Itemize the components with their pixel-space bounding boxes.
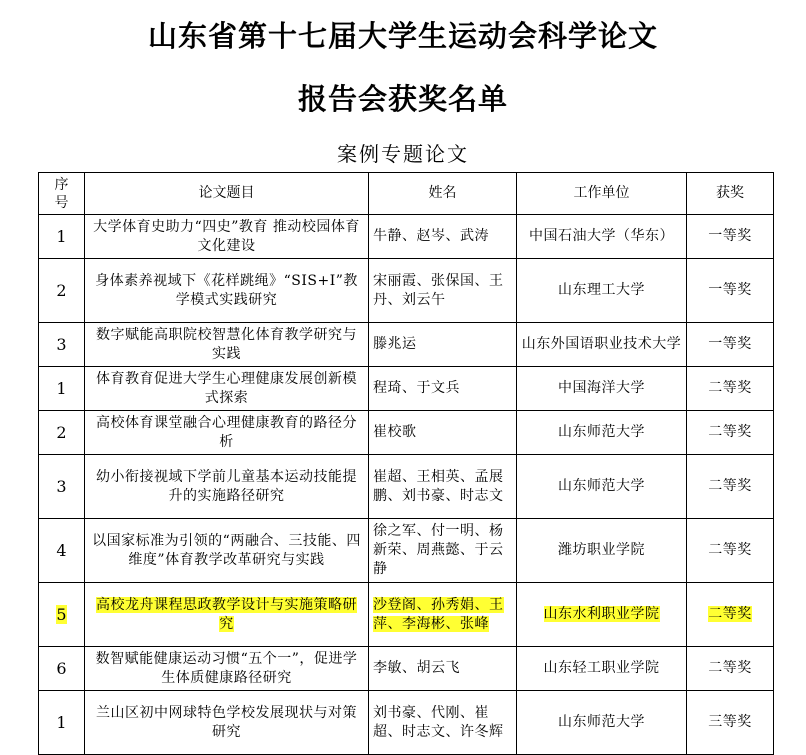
cell-seq-text: 4 — [56, 541, 67, 560]
cell-award — [687, 323, 774, 367]
cell-seq-text: 5 — [56, 605, 67, 624]
cell-award-text: 一等奖 — [708, 282, 752, 298]
cell-seq — [39, 519, 85, 583]
cell-unit — [517, 323, 687, 367]
cell-title — [85, 323, 369, 367]
cell-names — [369, 259, 517, 323]
cell-names — [369, 647, 517, 691]
cell-unit — [517, 647, 687, 691]
cell-names-text: 李敏、胡云飞 — [373, 660, 460, 676]
table-row — [39, 583, 774, 647]
table-row — [39, 691, 774, 755]
cell-unit-text: 山东水利职业学院 — [543, 606, 660, 622]
section-subtitle: 案例专题论文 — [337, 142, 469, 166]
cell-award — [687, 519, 774, 583]
table-row — [39, 647, 774, 691]
cell-seq-text: 1 — [56, 227, 67, 246]
cell-award — [687, 411, 774, 455]
cell-award-text: 二等奖 — [708, 660, 752, 676]
cell-seq — [39, 691, 85, 755]
cell-unit-text: 山东师范大学 — [558, 714, 645, 730]
cell-award-text: 一等奖 — [708, 336, 752, 352]
cell-seq — [39, 367, 85, 411]
cell-unit-text: 山东师范大学 — [558, 478, 645, 494]
cell-title-text: 数智赋能健康运动习惯“五个一”，促进学生体质健康路径研究 — [95, 650, 358, 686]
cell-title-text: 大学体育史助力“四史”教育 推动校园体育文化建设 — [93, 218, 360, 254]
cell-title-text: 以国家标准为引领的“两融合、三技能、四维度”体育教学改革研究与实践 — [92, 532, 361, 568]
cell-title — [85, 411, 369, 455]
cell-award-text: 二等奖 — [708, 606, 752, 622]
cell-seq-text: 1 — [56, 379, 67, 398]
cell-award — [687, 455, 774, 519]
cell-names — [369, 691, 517, 755]
cell-title-text: 高校体育课堂融合心理健康教育的路径分析 — [96, 414, 357, 450]
cell-award — [687, 215, 774, 259]
cell-seq — [39, 323, 85, 367]
cell-title — [85, 519, 369, 583]
award-table — [38, 172, 774, 755]
column-header-seq — [39, 173, 85, 215]
cell-seq — [39, 583, 85, 647]
cell-unit-text: 山东外国语职业技术大学 — [521, 336, 682, 352]
page-title-line2: 报告会获奖名单 — [297, 82, 508, 116]
cell-title — [85, 259, 369, 323]
cell-seq — [39, 215, 85, 259]
cell-names — [369, 323, 517, 367]
cell-names — [369, 367, 517, 411]
cell-seq-text: 6 — [56, 659, 67, 678]
cell-title-text: 兰山区初中网球特色学校发展现状与对策研究 — [96, 704, 357, 740]
column-header-title: 论文题目 — [85, 173, 369, 215]
cell-title-text: 幼小衔接视域下学前儿童基本运动技能提升的实施路径研究 — [96, 468, 357, 504]
cell-unit-text: 潍坊职业学院 — [558, 542, 645, 558]
cell-names-text: 宋丽霞、张保国、王丹、刘云午 — [373, 272, 504, 308]
cell-title — [85, 215, 369, 259]
cell-unit — [517, 367, 687, 411]
cell-unit-text: 山东理工大学 — [558, 282, 645, 298]
cell-names — [369, 519, 517, 583]
table-row — [39, 455, 774, 519]
cell-seq-text: 1 — [56, 713, 67, 732]
cell-unit-text: 中国石油大学（华东） — [529, 228, 674, 244]
column-header-award: 获奖 — [687, 173, 774, 215]
cell-award — [687, 691, 774, 755]
table-row — [39, 259, 774, 323]
cell-names — [369, 215, 517, 259]
table-row — [39, 323, 774, 367]
table-row — [39, 411, 774, 455]
cell-unit-text: 中国海洋大学 — [558, 380, 645, 396]
cell-names-text: 滕兆运 — [373, 336, 417, 352]
column-header-seq-top: 序 — [54, 176, 69, 193]
cell-award-text: 二等奖 — [708, 424, 752, 440]
cell-award — [687, 647, 774, 691]
column-header-names: 姓名 — [369, 173, 517, 215]
cell-unit — [517, 215, 687, 259]
column-header-seq-bottom: 号 — [54, 194, 69, 211]
cell-names — [369, 583, 517, 647]
cell-award — [687, 259, 774, 323]
cell-seq — [39, 455, 85, 519]
table-row — [39, 367, 774, 411]
cell-unit — [517, 583, 687, 647]
cell-names-text: 沙登阁、孙秀娟、王萍、李海彬、张峰 — [373, 596, 504, 632]
cell-award-text: 二等奖 — [708, 380, 752, 396]
cell-seq — [39, 411, 85, 455]
page-title-line1: 山东省第十七届大学生运动会科学论文 — [147, 19, 658, 53]
cell-unit — [517, 519, 687, 583]
cell-award-text: 二等奖 — [708, 542, 752, 558]
cell-award-text: 一等奖 — [708, 228, 752, 244]
cell-names — [369, 411, 517, 455]
cell-unit-text: 山东师范大学 — [558, 424, 645, 440]
cell-names — [369, 455, 517, 519]
cell-unit — [517, 455, 687, 519]
cell-names-text: 徐之军、付一明、杨新荣、周燕懿、于云静 — [373, 523, 504, 577]
cell-unit — [517, 411, 687, 455]
cell-title-text: 高校龙舟课程思政教学设计与实施策略研究 — [96, 596, 357, 632]
cell-award-text: 三等奖 — [708, 714, 752, 730]
cell-title-text: 数字赋能高职院校智慧化体育教学研究与实践 — [96, 326, 357, 362]
cell-title — [85, 455, 369, 519]
cell-seq-text: 3 — [56, 477, 67, 496]
cell-title — [85, 583, 369, 647]
cell-award — [687, 367, 774, 411]
cell-unit — [517, 691, 687, 755]
cell-names-text: 崔校歌 — [373, 424, 417, 440]
cell-title — [85, 367, 369, 411]
cell-award — [687, 583, 774, 647]
column-header-unit: 工作单位 — [517, 173, 687, 215]
cell-names-text: 程琦、于文兵 — [373, 380, 460, 396]
cell-seq-text: 2 — [56, 281, 67, 300]
table-body — [39, 215, 774, 755]
cell-title-text: 身体素养视域下《花样跳绳》“SIS+I”教学模式实践研究 — [95, 272, 358, 308]
cell-award-text: 二等奖 — [708, 478, 752, 494]
cell-title — [85, 647, 369, 691]
cell-title — [85, 691, 369, 755]
cell-names-text: 牛静、赵岑、武涛 — [373, 228, 489, 244]
cell-seq-text: 3 — [56, 335, 67, 354]
table-row — [39, 215, 774, 259]
cell-names-text: 刘书豪、代刚、崔超、时志文、许冬辉 — [373, 704, 504, 740]
cell-names-text: 崔超、王相英、孟展鹏、刘书豪、时志文 — [373, 468, 504, 504]
cell-unit-text: 山东轻工职业学院 — [543, 660, 660, 676]
cell-seq-text: 2 — [56, 423, 67, 442]
cell-unit — [517, 259, 687, 323]
table-row — [39, 519, 774, 583]
table-header-row — [39, 173, 774, 215]
cell-title-text: 体育教育促进大学生心理健康发展创新模式探索 — [96, 370, 357, 406]
cell-seq — [39, 647, 85, 691]
cell-seq — [39, 259, 85, 323]
